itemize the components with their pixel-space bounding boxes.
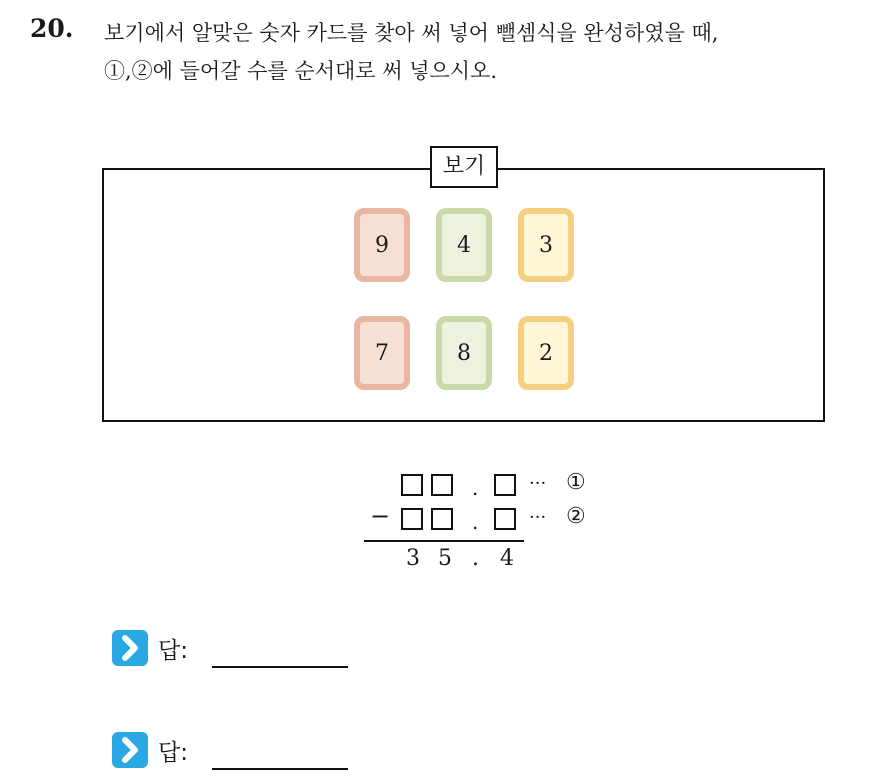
marker-2: ② (566, 504, 586, 529)
question-text (104, 14, 874, 90)
result-decimal-point: . (472, 546, 479, 571)
bogi-title: 보기 (430, 146, 498, 188)
chevron-right-icon (112, 630, 148, 666)
decimal-point: . (472, 476, 479, 500)
blank-box[interactable] (401, 474, 423, 496)
question-line-1: 보기에서 알맞은 숫자 카드를 찾아 써 넣어 뺄셈식을 완성하였을 때, (104, 21, 719, 45)
question-number: 20. (30, 14, 74, 43)
number-card: 4 (436, 208, 492, 282)
chevron-right-icon (112, 732, 148, 768)
number-card: 3 (518, 208, 574, 282)
blank-box[interactable] (494, 474, 516, 496)
result-digit: 4 (500, 546, 514, 571)
blank-box[interactable] (401, 508, 423, 530)
result-digit: 5 (438, 546, 452, 571)
question-line-2: ①,②에 들어갈 수를 순서대로 써 넣으시오. (104, 59, 498, 83)
number-card: 8 (436, 316, 492, 390)
number-card: 9 (354, 208, 410, 282)
answer-label: 답: (158, 740, 188, 766)
number-card: 2 (518, 316, 574, 390)
decimal-point: . (472, 510, 479, 534)
number-card: 7 (354, 316, 410, 390)
ellipsis: ··· (529, 507, 547, 528)
answer-label: 답: (158, 638, 188, 664)
blank-box[interactable] (494, 508, 516, 530)
marker-1: ① (566, 470, 586, 495)
blank-box[interactable] (431, 508, 453, 530)
sum-line (364, 540, 524, 542)
blank-box[interactable] (431, 474, 453, 496)
minus-sign: − (370, 502, 391, 530)
answer-blank[interactable] (212, 768, 348, 770)
ellipsis: ··· (529, 473, 547, 494)
result-digit: 3 (406, 546, 420, 571)
answer-blank[interactable] (212, 666, 348, 668)
subtraction-problem (360, 468, 620, 578)
